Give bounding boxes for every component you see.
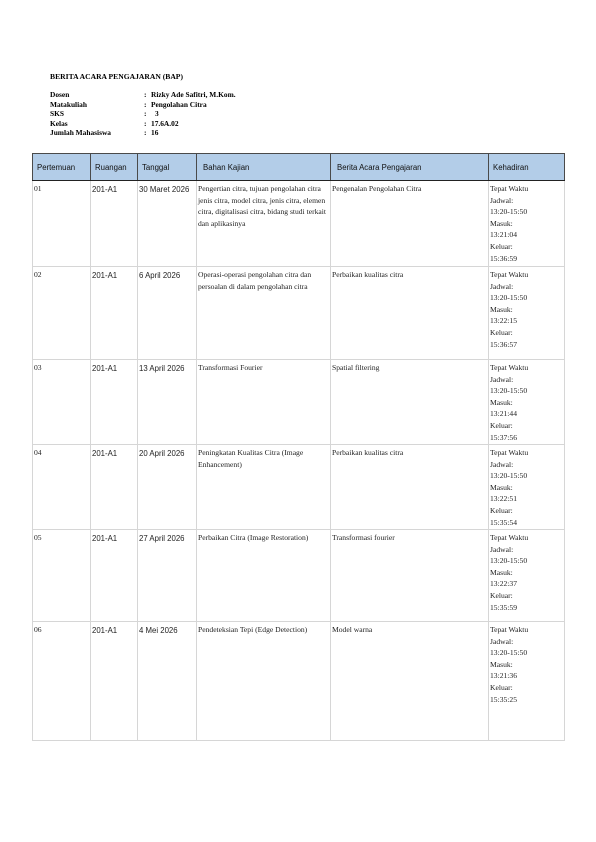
column-header-bahan-kajian: Bahan Kajian (197, 154, 331, 181)
kehadiran-masuk-value: 13:22:15 (490, 316, 518, 326)
info-value: Rizky Ade Safitri, M.Kom. (151, 90, 236, 99)
kehadiran-masuk-label: Masuk: (490, 397, 513, 407)
table-row (33, 445, 565, 530)
info-value: 16 (151, 128, 159, 138)
info-value: Pengolahan Citra (151, 99, 207, 109)
cell-ruangan: 201-A1 (91, 622, 138, 741)
cell-pertemuan: 01 (33, 181, 91, 267)
cell-tanggal: 20 April 2026 (138, 445, 197, 530)
kehadiran-masuk-value: 13:22:37 (490, 579, 518, 589)
kehadiran-jadwal-label: Jadwal: (490, 195, 514, 205)
kehadiran-keluar-label: Keluar: (490, 327, 513, 337)
info-colon: : (144, 99, 147, 109)
info-row-jumlah-mahasiswa (50, 128, 236, 138)
column-header-ruangan: Ruangan (91, 154, 138, 181)
kehadiran-keluar-value: 15:37:56 (490, 432, 518, 442)
cell-pertemuan: 03 (33, 360, 91, 445)
cell-tanggal: 6 April 2026 (138, 267, 197, 360)
table-row (33, 267, 565, 360)
cell-kehadiran (489, 360, 565, 445)
kehadiran-keluar-value: 15:36:57 (490, 339, 518, 349)
kehadiran-keluar-value: 15:35:25 (490, 694, 518, 704)
info-value: 3 (155, 109, 159, 119)
kehadiran-keluar-label: Keluar: (490, 241, 513, 251)
kehadiran-masuk-label: Masuk: (490, 482, 513, 492)
cell-pertemuan: 02 (33, 267, 91, 360)
cell-berita-acara: Model warna (331, 622, 489, 741)
document-title: BERITA ACARA PENGAJARAN (BAP) (50, 72, 183, 81)
kehadiran-status: Tepat Waktu (490, 625, 529, 634)
info-colon: : (144, 128, 147, 138)
kehadiran-keluar-label: Keluar: (490, 590, 513, 600)
info-label: SKS (50, 109, 64, 119)
info-label: Kelas (50, 118, 68, 128)
kehadiran-jadwal-value: 13:20-15:50 (490, 556, 528, 566)
cell-bahan-kajian: Transformasi Fourier (197, 360, 331, 445)
course-info (50, 90, 236, 138)
info-value: 17.6A.02 (151, 118, 179, 128)
info-row-kelas (50, 119, 236, 129)
kehadiran-masuk-value: 13:21:36 (490, 671, 518, 681)
table-row (33, 530, 565, 622)
column-header-pertemuan: Pertemuan (33, 154, 91, 181)
info-label: Matakuliah (50, 99, 87, 109)
kehadiran-jadwal-label: Jadwal: (490, 636, 514, 646)
cell-kehadiran (489, 530, 565, 622)
kehadiran-status: Tepat Waktu (490, 363, 529, 372)
info-row-dosen (50, 90, 236, 100)
cell-pertemuan: 04 (33, 445, 91, 530)
cell-pertemuan: 05 (33, 530, 91, 622)
kehadiran-masuk-label: Masuk: (490, 567, 513, 577)
cell-berita-acara: Transformasi fourier (331, 530, 489, 622)
kehadiran-jadwal-label: Jadwal: (490, 374, 514, 384)
info-label: Dosen (50, 90, 70, 99)
info-colon: : (144, 109, 147, 119)
kehadiran-keluar-value: 15:35:59 (490, 602, 518, 612)
bap-table (32, 153, 565, 741)
kehadiran-keluar-label: Keluar: (490, 420, 513, 430)
cell-kehadiran (489, 622, 565, 741)
cell-ruangan: 201-A1 (91, 530, 138, 622)
column-header-berita-acara: Berita Acara Pengajaran (331, 154, 489, 181)
cell-pertemuan: 06 (33, 622, 91, 741)
kehadiran-keluar-value: 15:35:54 (490, 517, 518, 527)
cell-ruangan: 201-A1 (91, 360, 138, 445)
table-header-row (33, 154, 565, 181)
cell-ruangan: 201-A1 (91, 267, 138, 360)
kehadiran-masuk-label: Masuk: (490, 218, 513, 228)
kehadiran-jadwal-label: Jadwal: (490, 544, 514, 554)
info-label: Jumlah Mahasiswa (50, 128, 111, 138)
kehadiran-status: Tepat Waktu (490, 184, 529, 193)
cell-berita-acara: Pengenalan Pengolahan Citra (331, 181, 489, 267)
kehadiran-status: Tepat Waktu (490, 448, 529, 457)
cell-kehadiran (489, 181, 565, 267)
kehadiran-jadwal-label: Jadwal: (490, 459, 514, 469)
table-row (33, 622, 565, 741)
kehadiran-jadwal-value: 13:20-15:50 (490, 386, 528, 396)
cell-bahan-kajian: Operasi-operasi pengolahan citra dan persoalan di dalam pengolahan citra (197, 267, 331, 360)
cell-tanggal: 4 Mei 2026 (138, 622, 197, 741)
table-row (33, 181, 565, 267)
kehadiran-masuk-value: 13:21:44 (490, 409, 518, 419)
cell-tanggal: 30 Maret 2026 (138, 181, 197, 267)
info-colon: : (144, 90, 147, 99)
kehadiran-jadwal-value: 13:20-15:50 (490, 207, 528, 217)
column-header-kehadiran: Kehadiran (489, 154, 565, 181)
cell-ruangan: 201-A1 (91, 445, 138, 530)
kehadiran-masuk-value: 13:22:51 (490, 494, 518, 504)
kehadiran-masuk-label: Masuk: (490, 304, 513, 314)
kehadiran-jadwal-value: 13:20-15:50 (490, 471, 528, 481)
cell-bahan-kajian: Pengertian citra, tujuan pengolahan citra jenis citra, model citra, jenis citra, elemen citra, digitalisasi citra, bidang studi terkait dan aplikasinya (197, 181, 331, 267)
kehadiran-status: Tepat Waktu (490, 270, 529, 279)
kehadiran-masuk-value: 13:21:04 (490, 230, 518, 240)
kehadiran-keluar-value: 15:36:59 (490, 253, 518, 263)
kehadiran-masuk-label: Masuk: (490, 659, 513, 669)
kehadiran-status: Tepat Waktu (490, 533, 529, 542)
cell-tanggal: 27 April 2026 (138, 530, 197, 622)
info-row-matakuliah (50, 100, 236, 110)
cell-tanggal: 13 April 2026 (138, 360, 197, 445)
table-row (33, 360, 565, 445)
cell-bahan-kajian: Perbaikan Citra (Image Restoration) (197, 530, 331, 622)
cell-berita-acara: Perbaikan kualitas citra (331, 445, 489, 530)
info-colon: : (144, 118, 147, 128)
cell-berita-acara: Spatial filtering (331, 360, 489, 445)
cell-bahan-kajian: Peningkatan Kualitas Citra (Image Enhancement) (197, 445, 331, 530)
cell-ruangan: 201-A1 (91, 181, 138, 267)
kehadiran-jadwal-label: Jadwal: (490, 281, 514, 291)
cell-berita-acara: Perbaikan kualitas citra (331, 267, 489, 360)
cell-bahan-kajian: Pendeteksian Tepi (Edge Detection) (197, 622, 331, 741)
kehadiran-jadwal-value: 13:20-15:50 (490, 648, 528, 658)
column-header-tanggal: Tanggal (138, 154, 197, 181)
kehadiran-keluar-label: Keluar: (490, 682, 513, 692)
info-row-sks (50, 109, 236, 119)
cell-kehadiran (489, 267, 565, 360)
kehadiran-keluar-label: Keluar: (490, 505, 513, 515)
cell-kehadiran (489, 445, 565, 530)
kehadiran-jadwal-value: 13:20-15:50 (490, 293, 528, 303)
